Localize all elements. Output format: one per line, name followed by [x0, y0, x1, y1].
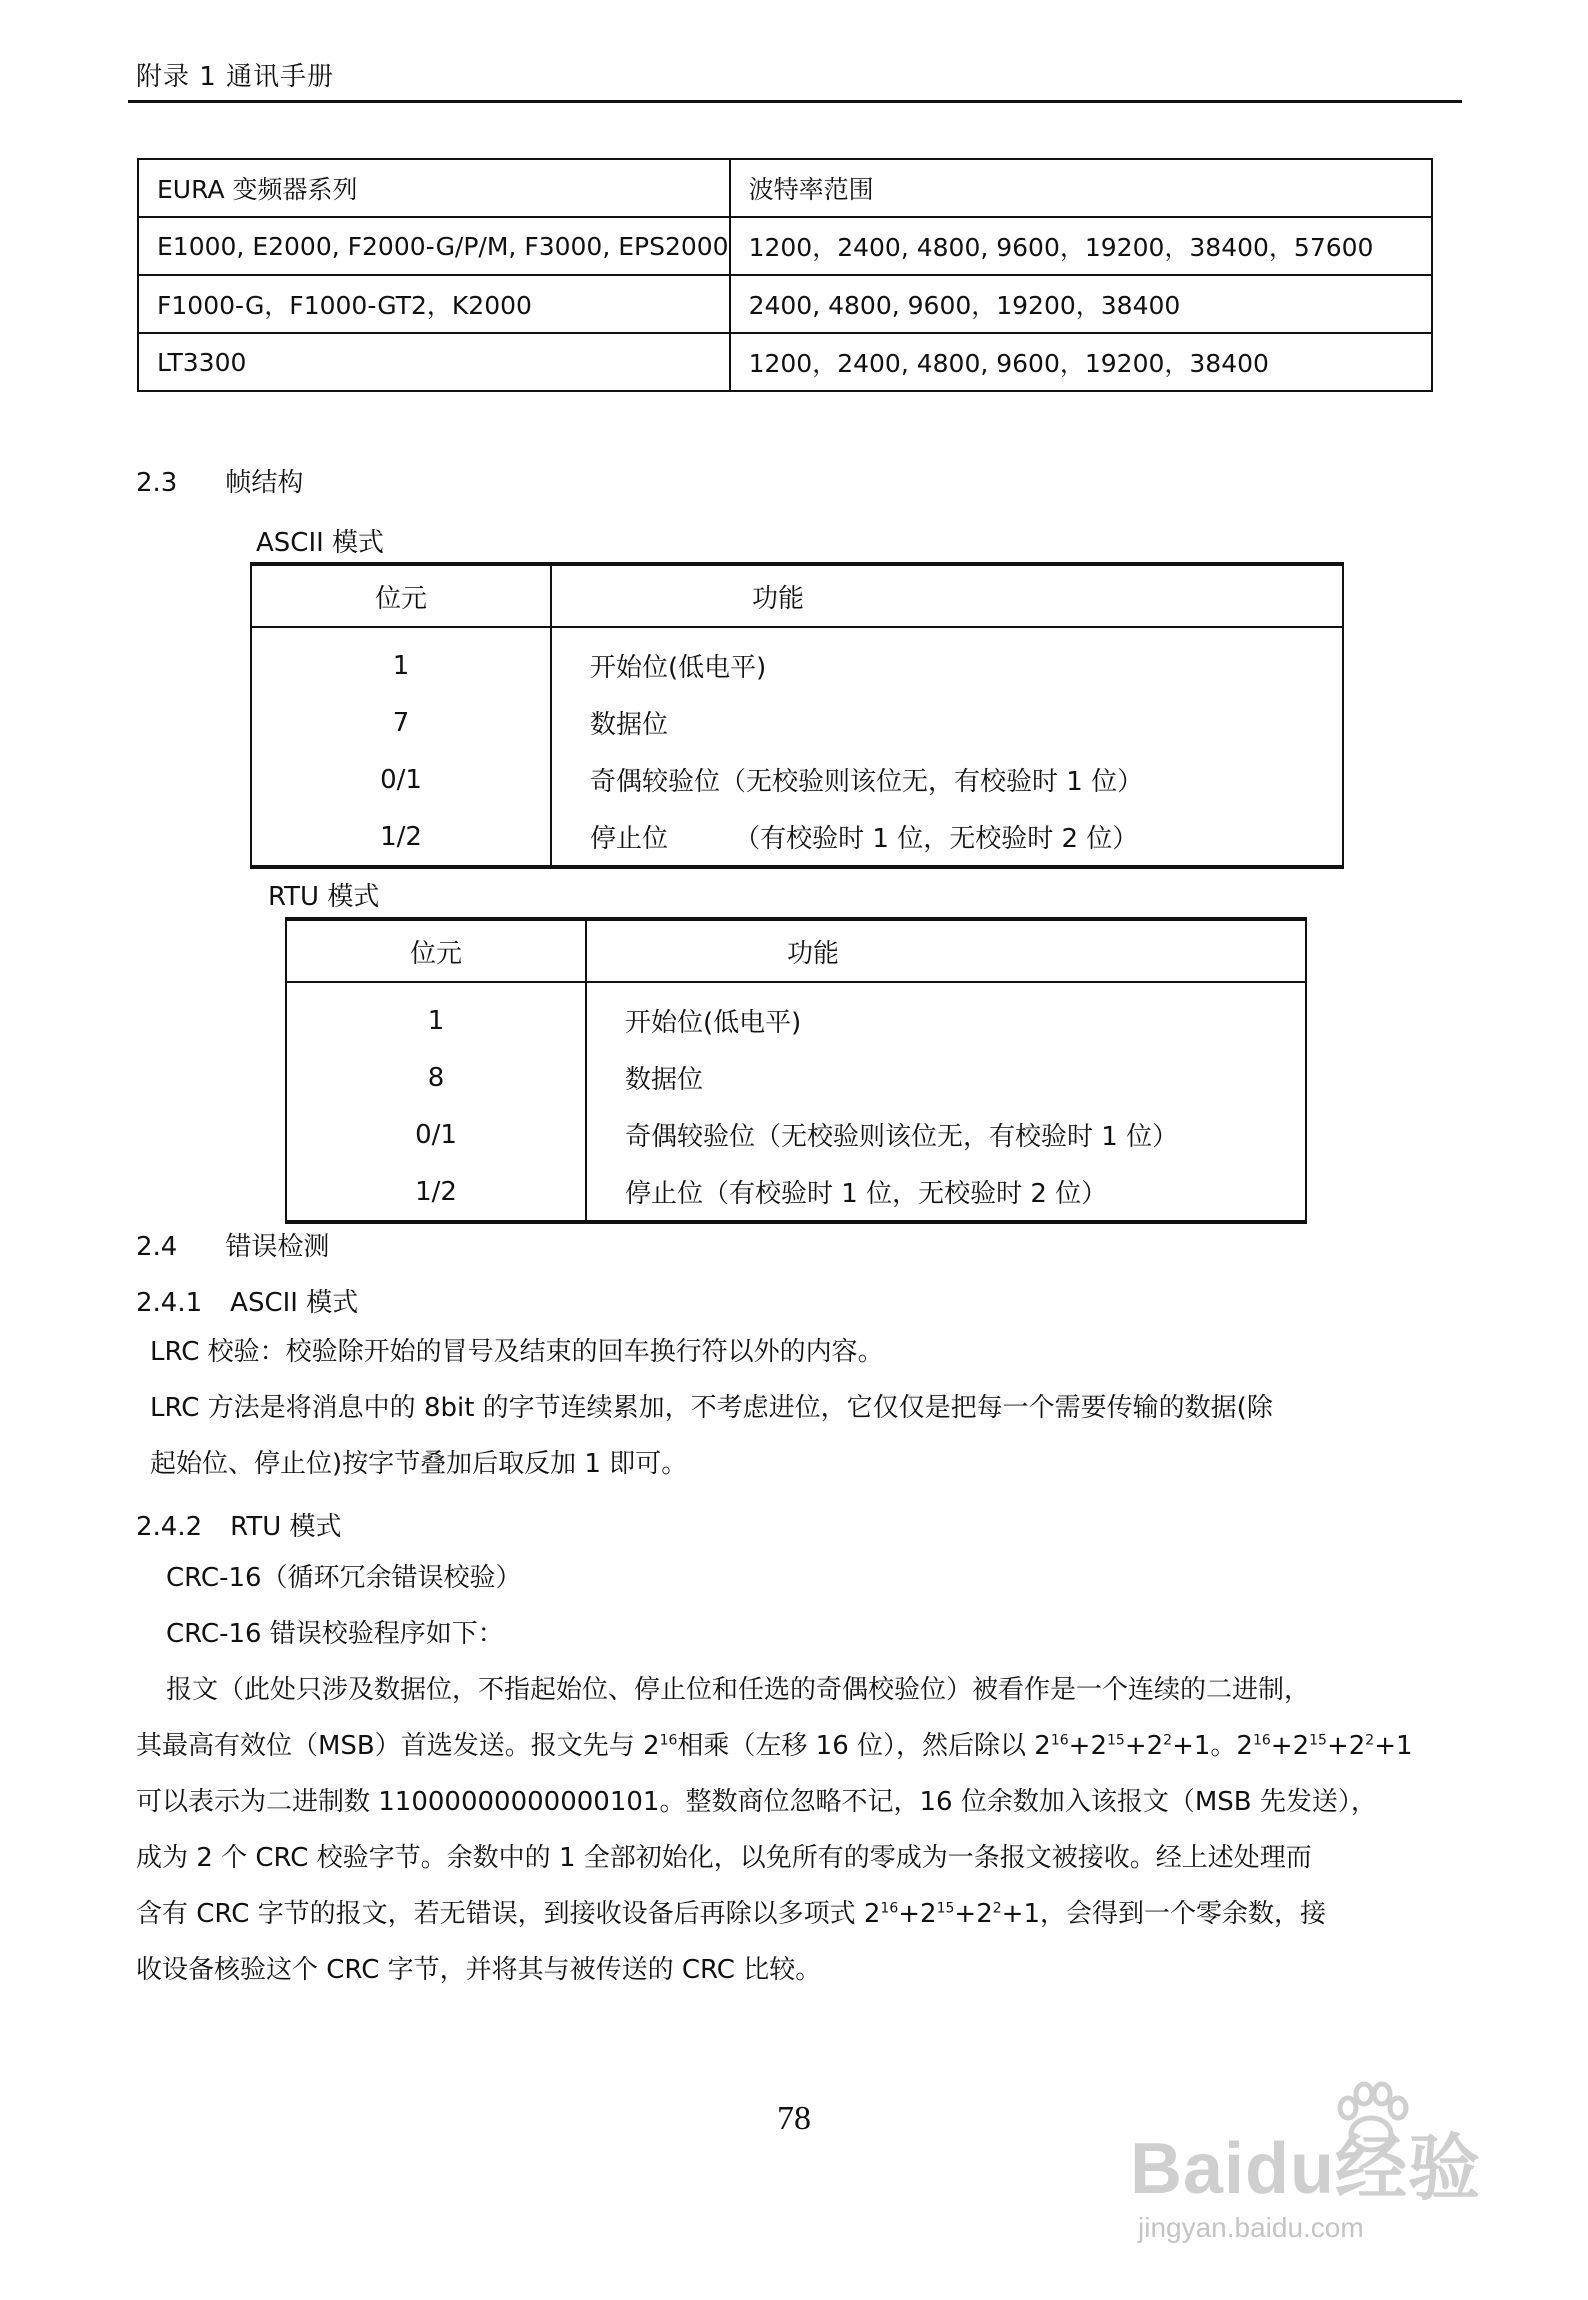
watermark-url: jingyan.baidu.com — [1138, 2212, 1364, 2243]
table-cell: 2400, 4800, 9600，19200，38400 — [730, 275, 1432, 333]
table-row — [138, 275, 1432, 333]
table-row — [286, 919, 1306, 982]
table-cell: 1/2 — [286, 1163, 586, 1222]
table-cell: 数据位 — [625, 1065, 704, 1095]
table-cell: 7 — [251, 694, 551, 751]
baidu-watermark — [1130, 2070, 1530, 2270]
paragraph-line: 其最高有效位（MSB）首选发送。报文先与 $2^{16}$相乘（左移 16 位），然后除以 $2^{16}+2^{15}+2^2+1$。$2^{16}+2^{15}+2^2+1$ — [136, 1731, 1413, 1761]
table-row — [138, 159, 1432, 217]
section-number: 2.4 — [136, 1232, 178, 1262]
paragraph-line: 收设备核验这个 CRC 字节，并将其与被传送的 CRC 比较。 — [136, 1955, 822, 1985]
table-row — [251, 694, 1343, 751]
watermark-brand: Baidu经验 — [1130, 2129, 1482, 2209]
section-title: 帧结构 — [225, 468, 304, 498]
table-cell: 数据位 — [590, 710, 669, 740]
section-title: ASCII 模式 — [230, 1288, 359, 1318]
section-2-4-heading — [136, 1226, 329, 1263]
ascii-mode-label: ASCII 模式 — [256, 528, 385, 558]
table-cell: LT3300 — [138, 333, 730, 391]
table-cell: 开始位(低电平) — [625, 1008, 802, 1038]
table-header-cell: 位元 — [286, 919, 586, 982]
rtu-mode-label: RTU 模式 — [268, 882, 380, 912]
paragraph-line: LRC 校验：校验除开始的冒号及结束的回车换行符以外的内容。 — [150, 1337, 884, 1367]
table-row — [251, 808, 1343, 867]
crc-body-paragraph — [136, 1662, 1413, 1998]
ascii-frame-table — [250, 562, 1344, 869]
table-header-cell: 位元 — [251, 564, 551, 627]
section-2-3-heading — [136, 462, 303, 499]
table-cell: 奇偶较验位（无校验则该位无，有校验时 1 位） — [625, 1122, 1179, 1152]
table-cell: 1 — [251, 627, 551, 694]
table-row — [251, 627, 1343, 694]
table-header-cell: 功能 — [586, 919, 1306, 982]
paragraph-line: CRC-16 错误校验程序如下： — [166, 1619, 504, 1649]
table-header-cell: 功能 — [551, 564, 1343, 627]
paragraph-line: 可以表示为二进制数 11000000000000101。整数商位忽略不记，16 位余数加入该报文（MSB 先发送）， — [136, 1787, 1377, 1817]
section-2-4-2-heading — [136, 1506, 342, 1543]
section-title: RTU 模式 — [230, 1512, 342, 1542]
section-title: 错误检测 — [225, 1232, 330, 1262]
table-header-cell: EURA 变频器系列 — [138, 159, 730, 217]
paragraph-line: LRC 方法是将消息中的 8bit 的字节连续累加，不考虑进位，它仅仅是把每一个需要传输的数据(除 — [150, 1393, 1273, 1423]
table-row — [286, 1163, 1306, 1222]
table-row — [251, 564, 1343, 627]
table-cell: 奇偶较验位（无校验则该位无，有校验时 1 位） — [590, 767, 1144, 797]
table-row — [138, 217, 1432, 275]
table-row — [138, 333, 1432, 391]
table-cell: 1/2 — [251, 808, 551, 867]
paragraph-line: 起始位、停止位)按字节叠加后取反加 1 即可。 — [150, 1449, 688, 1479]
paragraph-line: CRC-16（循环冗余错误校验） — [166, 1563, 522, 1593]
table-row — [286, 982, 1306, 1049]
running-header: 附录 1 通讯手册 — [136, 62, 335, 92]
table-cell: 0/1 — [251, 751, 551, 808]
crc-intro — [166, 1550, 522, 1662]
rtu-frame-table — [285, 917, 1307, 1224]
baud-rate-table — [137, 158, 1433, 392]
section-number: 2.4.2 — [136, 1512, 203, 1542]
section-number: 2.4.1 — [136, 1288, 203, 1318]
table-cell: 停止位（有校验时 1 位，无校验时 2 位） — [625, 1179, 1108, 1209]
table-cell: F1000-G，F1000-GT2，K2000 — [138, 275, 730, 333]
table-cell: 开始位(低电平) — [590, 653, 767, 683]
lrc-paragraph — [150, 1324, 1273, 1492]
table-cell: 1200，2400, 4800, 9600，19200，38400，57600 — [730, 217, 1432, 275]
table-cell: 8 — [286, 1049, 586, 1106]
table-cell: 1 — [286, 982, 586, 1049]
section-2-4-1-heading — [136, 1282, 358, 1319]
table-row — [286, 1049, 1306, 1106]
section-number: 2.3 — [136, 468, 178, 498]
paragraph-line: 成为 2 个 CRC 校验字节。余数中的 1 全部初始化，以免所有的零成为一条报文被接收。经上述处理而 — [136, 1843, 1312, 1873]
paragraph-line: 报文（此处只涉及数据位，不指起始位、停止位和任选的奇偶校验位）被看作是一个连续的二进制， — [166, 1675, 1311, 1705]
paragraph-line: 含有 CRC 字节的报文，若无错误，到接收设备后再除以多项式 $2^{16}+2^{15}+2^2+1$，会得到一个零余数，接 — [136, 1899, 1326, 1929]
table-row — [286, 1106, 1306, 1163]
table-cell: 1200，2400, 4800, 9600，19200，38400 — [730, 333, 1432, 391]
page-number: 78 — [777, 2100, 811, 2137]
table-cell: 0/1 — [286, 1106, 586, 1163]
table-row — [251, 751, 1343, 808]
table-cell: 停止位 （有校验时 1 位，无校验时 2 位） — [590, 824, 1139, 854]
header-rule — [128, 100, 1462, 103]
table-header-cell: 波特率范围 — [730, 159, 1432, 217]
table-cell: E1000, E2000, F2000-G/P/M, F3000, EPS2000 — [138, 217, 730, 275]
